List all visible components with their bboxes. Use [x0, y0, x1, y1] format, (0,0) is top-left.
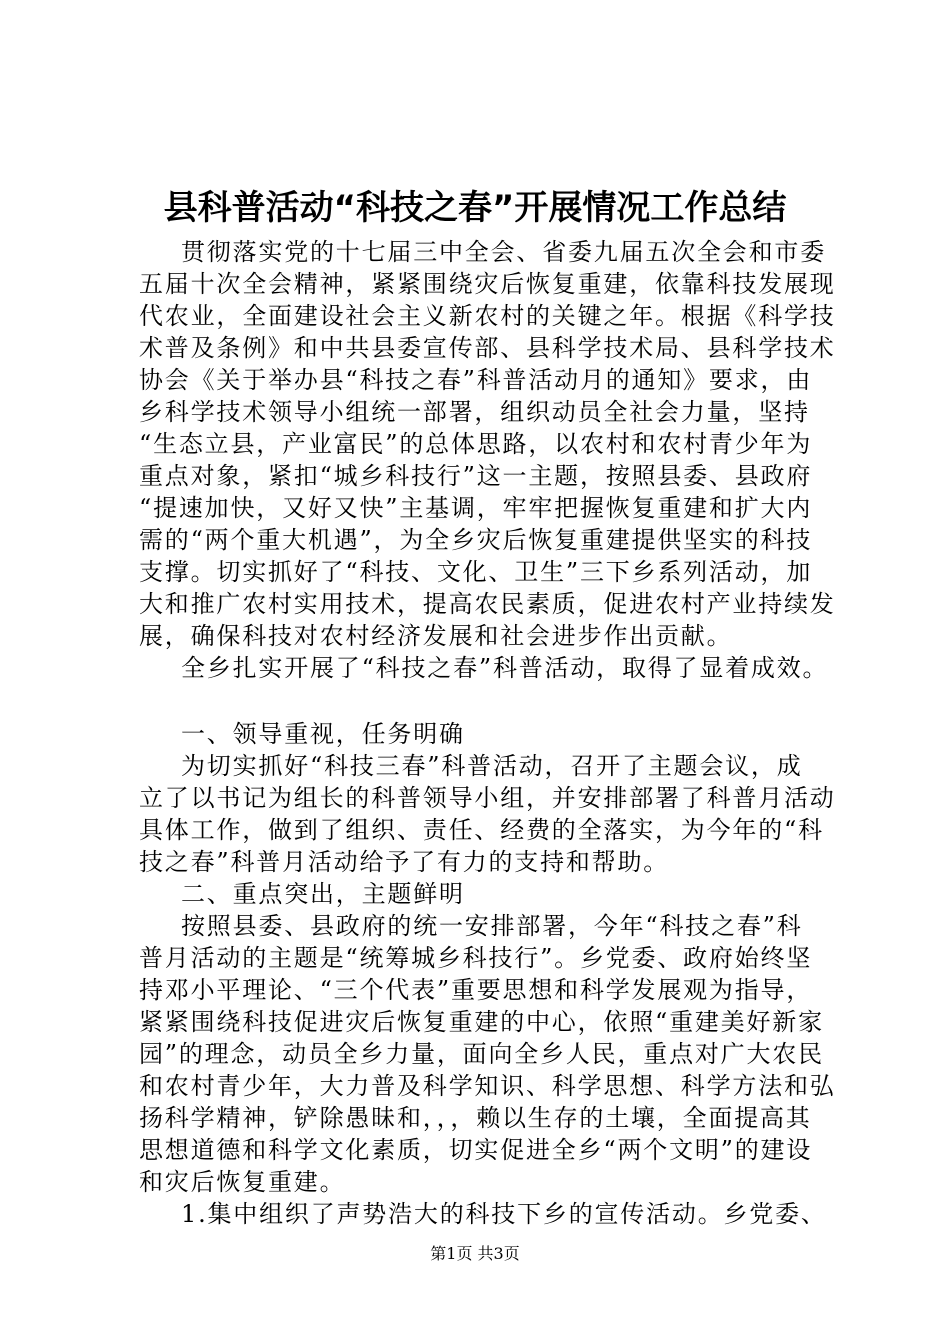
paragraph-gap [139, 684, 819, 718]
document-body [139, 236, 836, 1230]
document-title: 县科普活动“科技之春”开展情况工作总结 [163, 188, 787, 228]
body-line: 协会《关于举办县“科技之春”科普活动月的通知》要求，由 [139, 366, 813, 394]
body-line: 和农村青少年，大力普及科学知识、科学思想、科学方法和弘 [139, 1072, 836, 1100]
section-heading: 二、重点突出，主题鲜明 [181, 880, 465, 908]
body-line: 园”的理念，动员全乡力量，面向全乡人民，重点对广大农民 [139, 1040, 824, 1068]
body-line: “提速加快，又好又快”主基调，牢牢把握恢复重建和扩大内 [139, 494, 813, 522]
body-line: 展，确保科技对农村经济发展和社会进步作出贡献。 [139, 622, 733, 650]
body-line: 普月活动的主题是“统筹城乡科技行”。乡党委、政府始终坚 [139, 944, 813, 972]
body-line: 扬科学精神，铲除愚昧和，，，赖以生存的土壤，全面提高其 [139, 1104, 812, 1132]
body-line: 全乡扎实开展了“科技之春”科普活动，取得了显着成效。 [181, 654, 829, 682]
body-line: 思想道德和科学文化素质，切实促进全乡“两个文明”的建设 [139, 1136, 813, 1164]
body-line: “生态立县，产业富民”的总体思路，以农村和农村青少年为 [139, 430, 813, 458]
body-line: 贯彻落实党的十七届三中全会、省委九届五次全会和市委 [181, 238, 826, 266]
body-line: 为切实抓好“科技三春”科普活动，召开了主题会议，成 [181, 752, 803, 780]
body-line: 五届十次全会精神，紧紧围绕灾后恢复重建，依靠科技发展现 [139, 270, 836, 298]
body-line: 按照县委、县政府的统一安排部署，今年“科技之春”科 [181, 912, 803, 940]
body-line: 和灾后恢复重建。 [139, 1168, 346, 1196]
body-line: 大和推广农村实用技术，提高农民素质，促进农村产业持续发 [139, 590, 836, 618]
body-line: 1.集中组织了声势浩大的科技下乡的宣传活动。乡党委、 [181, 1200, 827, 1228]
body-line: 立了以书记为组长的科普领导小组，并安排部署了科普月活动 [139, 784, 836, 812]
body-line: 紧紧围绕科技促进灾后恢复重建的中心，依照“重建美好新家 [139, 1008, 824, 1036]
body-line: 重点对象，紧扣“城乡科技行”这一主题，按照县委、县政府 [139, 462, 813, 490]
body-line: 持邓小平理论、“三个代表”重要思想和科学发展观为指导， [139, 976, 813, 1004]
body-line: 具体工作，做到了组织、责任、经费的全落实，为今年的“科 [139, 816, 824, 844]
page-number-footer: 第1页 共3页 [430, 1244, 520, 1263]
body-line: 需的“两个重大机遇”，为全乡灾后恢复重建提供坚实的科技 [139, 526, 813, 554]
body-line: 支撑。切实抓好了“科技、文化、卫生”三下乡系列活动，加 [139, 558, 813, 586]
body-line: 技之春”科普月活动给予了有力的支持和帮助。 [139, 848, 670, 876]
body-line: 乡科学技术领导小组统一部署，组织动员全社会力量，坚持 [139, 398, 810, 426]
section-heading: 一、领导重视，任务明确 [181, 720, 465, 748]
body-line: 术普及条例》和中共县委宣传部、县科学技术局、县科学技术 [139, 334, 836, 362]
body-line: 代农业，全面建设社会主义新农村的关键之年。根据《科学技 [139, 302, 836, 330]
